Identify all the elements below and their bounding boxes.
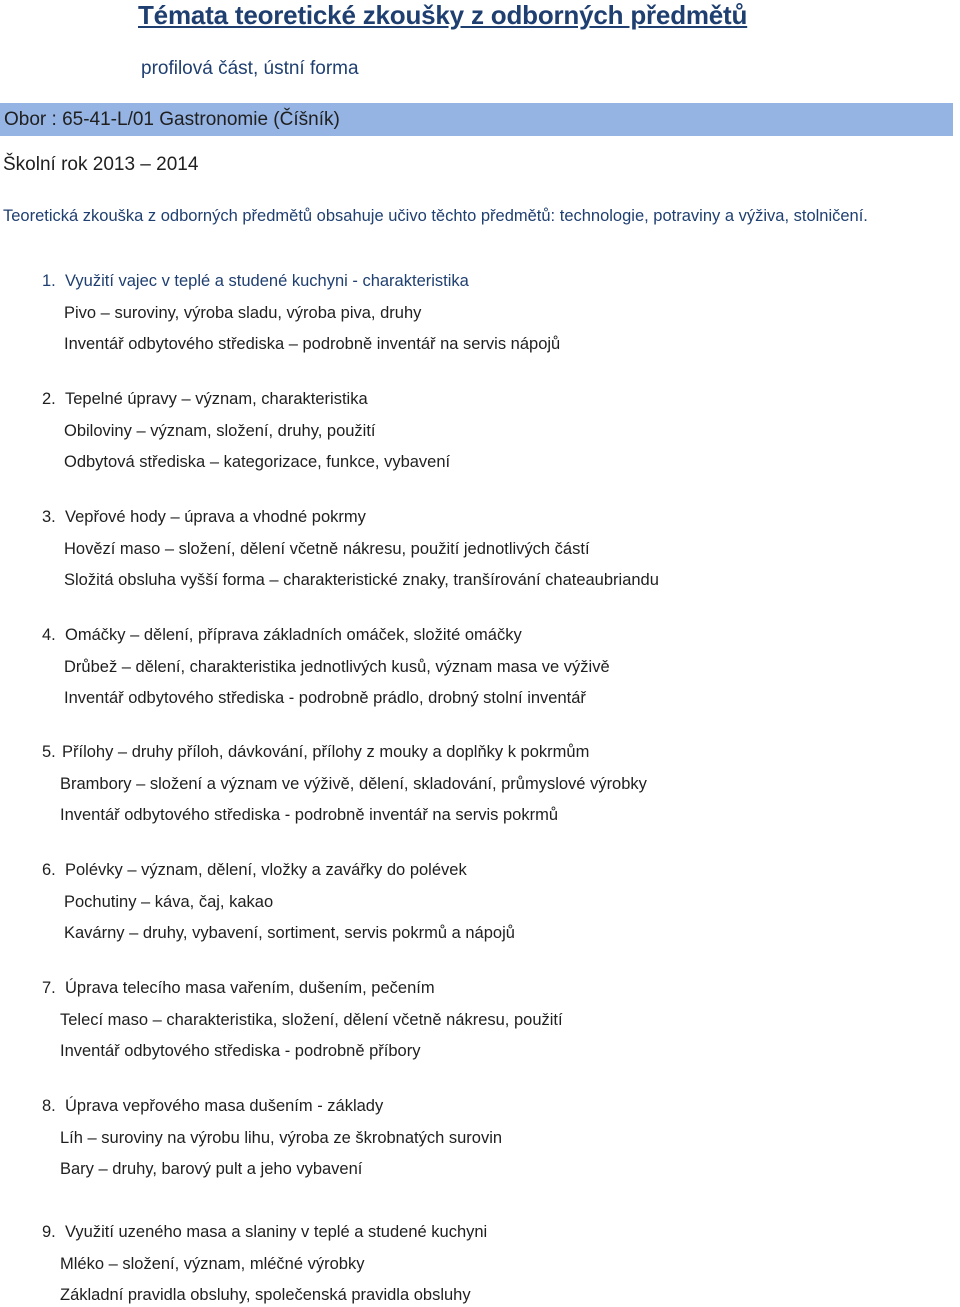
topic-number: 4.: [42, 626, 56, 644]
topic-subitem: Mléko – složení, význam, mléčné výrobky: [60, 1255, 365, 1273]
school-year: Školní rok 2013 – 2014: [3, 154, 199, 175]
page-subtitle: profilová část, ústní forma: [141, 58, 359, 79]
topic-subitem: Základní pravidla obsluhy, společenská pravidla obsluhy: [60, 1286, 471, 1304]
obor-banner: [0, 103, 953, 136]
topic-number: 9.: [42, 1223, 56, 1241]
topic-number: 6.: [42, 861, 56, 879]
topic-number: 3.: [42, 508, 56, 526]
topic-subitem: Líh – suroviny na výrobu lihu, výroba ze škrobnatých surovin: [60, 1129, 503, 1147]
obor-label: Obor : 65-41-L/01 Gastronomie (Číšník): [4, 109, 340, 130]
topic-heading: Využití uzeného masa a slaniny v teplé a studené kuchyni: [65, 1223, 488, 1241]
topic-heading: Využití vajec v teplé a studené kuchyni - charakteristika: [65, 272, 469, 290]
topic-heading: Tepelné úpravy – význam, charakteristika: [65, 390, 368, 408]
page-title: Témata teoretické zkoušky z odborných předmětů: [138, 0, 748, 30]
topic-subitem: Pivo – suroviny, výroba sladu, výroba piva, druhy: [64, 304, 422, 322]
topic-number: 2.: [42, 390, 56, 408]
topic-subitem: Inventář odbytového střediska - podrobně příbory: [60, 1042, 421, 1060]
topic-subitem: Hovězí maso – složení, dělení včetně nákresu, použití jednotlivých částí: [64, 540, 590, 558]
topic-number: 1.: [42, 272, 56, 290]
topic-subitem: Telecí maso – charakteristika, složení, dělení včetně nákresu, použití: [60, 1011, 563, 1029]
topic-subitem: Inventář odbytového střediska - podrobně prádlo, drobný stolní inventář: [64, 689, 586, 707]
topic-heading: Přílohy – druhy příloh, dávkování, přílohy z mouky a doplňky k pokrmům: [62, 743, 590, 761]
topic-subitem: Pochutiny – káva, čaj, kakao: [64, 893, 274, 911]
topic-subitem: Drůbež – dělení, charakteristika jednotlivých kusů, význam masa ve výživě: [64, 658, 610, 676]
topic-heading: Polévky – význam, dělení, vložky a zavářky do polévek: [65, 861, 467, 879]
topic-subitem: Inventář odbytového střediska – podrobně inventář na servis nápojů: [64, 335, 561, 353]
topic-subitem: Odbytová střediska – kategorizace, funkce, vybavení: [64, 453, 451, 471]
topic-subitem: Inventář odbytového střediska - podrobně inventář na servis pokrmů: [60, 806, 559, 824]
topic-subitem: Obiloviny – význam, složení, druhy, použití: [64, 422, 376, 440]
topic-heading: Vepřové hody – úprava a vhodné pokrmy: [65, 508, 366, 526]
topic-number: 7.: [42, 979, 56, 997]
topic-heading: Úprava telecího masa vařením, dušením, pečením: [65, 979, 435, 997]
topic-number: 5.: [42, 743, 56, 761]
topic-number: 8.: [42, 1097, 56, 1115]
topic-subitem: Bary – druhy, barový pult a jeho vybavení: [60, 1160, 363, 1178]
intro-paragraph: Teoretická zkouška z odborných předmětů obsahuje učivo těchto předmětů: technologie, potraviny a výživa, stolničení.: [3, 207, 868, 225]
topic-subitem: Složitá obsluha vyšší forma – charakteristické znaky, tranšírování chateaubriandu: [64, 571, 659, 589]
topic-subitem: Brambory – složení a význam ve výživě, dělení, skladování, průmyslové výrobky: [60, 775, 647, 793]
topic-heading: Omáčky – dělení, příprava základních omáček, složité omáčky: [65, 626, 522, 644]
topic-heading: Úprava vepřového masa dušením - základy: [65, 1097, 384, 1115]
topic-subitem: Kavárny – druhy, vybavení, sortiment, servis pokrmů a nápojů: [64, 924, 515, 942]
